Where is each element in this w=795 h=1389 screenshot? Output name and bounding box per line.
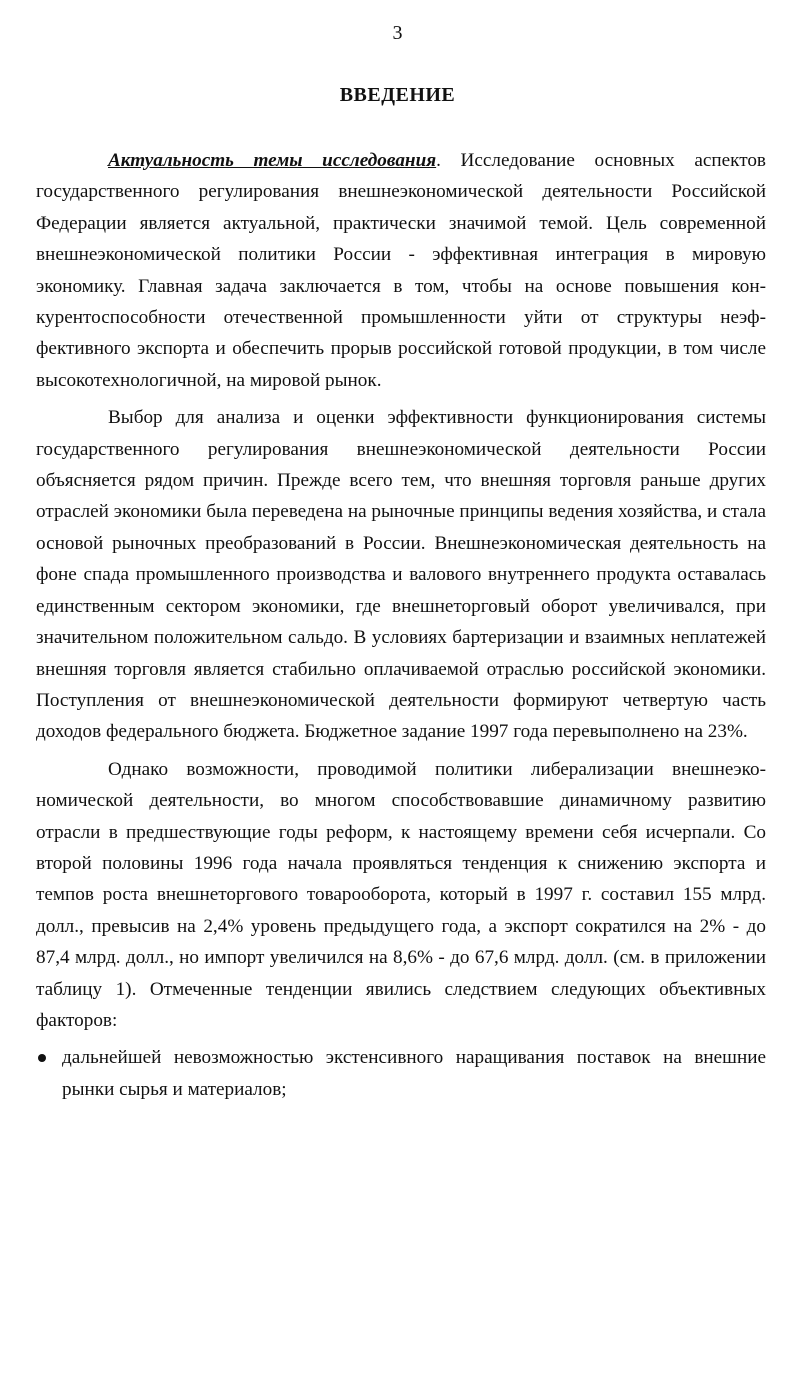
factor-list (36, 1042, 766, 1105)
paragraph-however: Однако возможности, проводимой политики либерализации внешнеэкономической деятельности, во многом способствовавшие динамичному развитию отрасли в предшествующие годы реформ, к настоящему времени себя исчерпали. Со второй половины 1996 года начала проявляться тенденция к снижению экспорта и темпов роста внешнеторгового товарооборота, который в 1997 г. составил 155 млрд. долл., превысив на 2,4% уровень предыдущего года, а экспорт сократился на 2% - до 87,4 млрд. долл., но импорт увеличился на 8,6% - до 67,6 млрд. долл. (см. в приложении таблицу 1). Отмеченные тенденции явились следствием следующих объективных факторов: (36, 758, 766, 1031)
paragraph-text: . Исследование основных аспектов государственного регулирования внешнеэкономической деятельности Российской Федерации является актуальной, практически значимой темой. Цель современной внешнеэкономической политики России - эффективная интеграция в мировую экономику. Главная задача заключается в том, чтобы на основе повышения конкурентоспособности отечественной промышленности уйти от структуры неэффективного экспорта и обеспечить прорыв российской готовой продукции, в том числе высокотехнологичной, на мировой рынок. (36, 150, 766, 391)
paragraph-choice: Выбор для анализа и оценки эффективности функционирования системы государственного регулирования внешнеэкономической деятельности России объясняется рядом причин. Прежде всего тем, что внешняя торговля раньше других отраслей экономики была переведена на рыночные принципы ведения хозяйства, и стала основой рыночных преобразований в России. Внешнеэкономическая деятельность на фоне спада промышленного производства и валового внутреннего продукта оставалась единственным сектором экономики, где внешнеторговый оборот увеличивался, при значительном положительном сальдо. В условиях бартеризации и взаимных неплатежей внешняя торговля является стабильно оплачиваемой отраслью российской экономики. Поступления от внешнеэкономической деятельности формируют четвертую часть доходов федерального бюджета. Бюджетное задание 1997 года перевыполнено на 23%. (36, 407, 766, 743)
paragraph-relevance (36, 145, 766, 396)
paragraph-lead: Актуальность темы исследования (108, 150, 437, 171)
page-number: 3 (392, 22, 403, 44)
list-item-text: дальнейшей невозможностью экстенсивного наращивания поставок на внешние рынки сырья и материалов; (62, 1047, 766, 1100)
body-text (36, 145, 766, 1105)
list-item (36, 1042, 766, 1105)
bullet-icon (38, 1054, 46, 1062)
section-title: ВВЕДЕНИЕ (339, 84, 456, 106)
